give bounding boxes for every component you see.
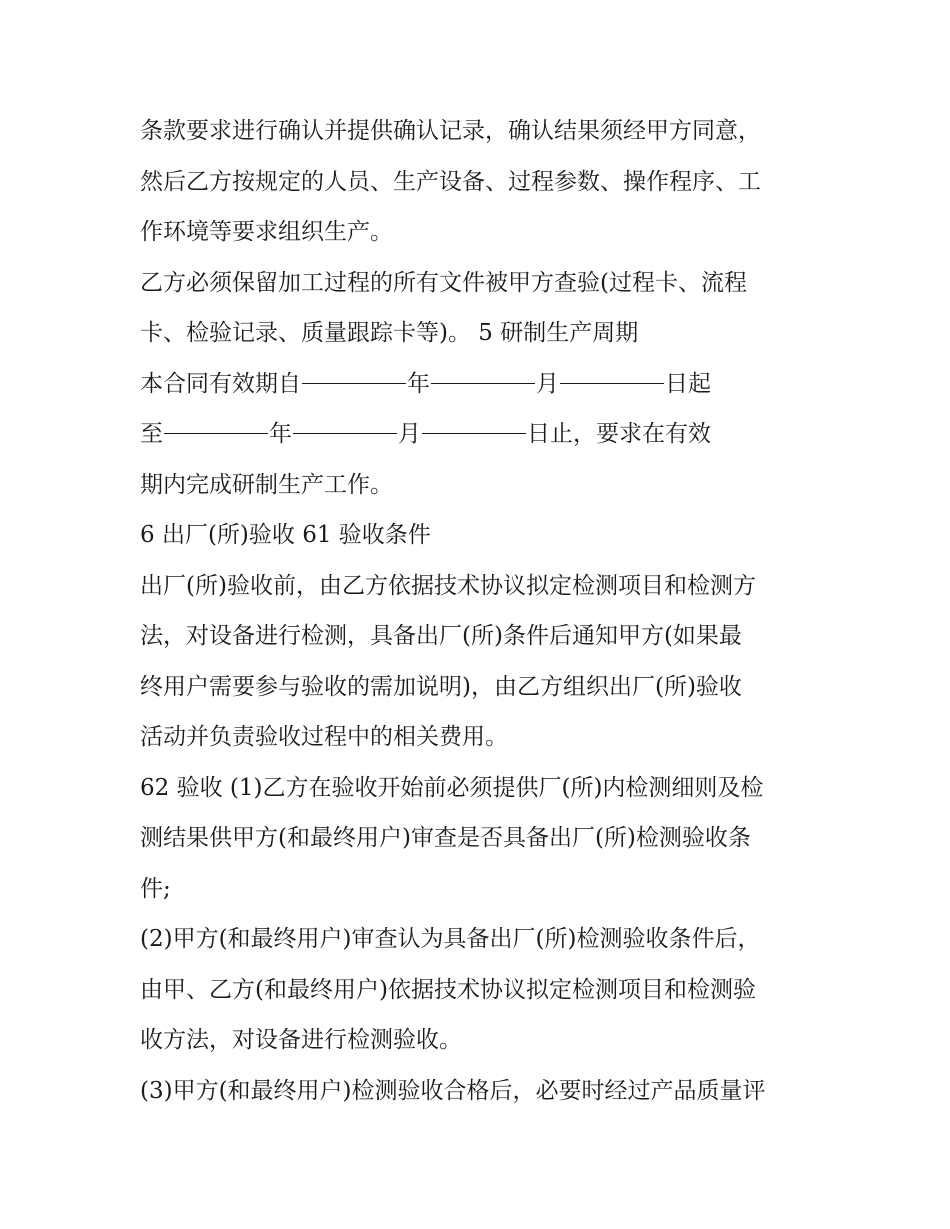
- validity-end-line: [140, 409, 830, 460]
- validity-suffix: 日起: [665, 370, 711, 397]
- text-line: 然后乙方按规定的人员、生产设备、过程参数、操作程序、工: [140, 168, 761, 195]
- section-heading: 6 出厂(所)验收 61 验收条件: [140, 522, 431, 548]
- day-blank: [560, 382, 664, 384]
- text-line: 件;: [140, 875, 171, 902]
- text-line: 法，对设备进行检测，具备出厂(所)条件后通知甲方(如果最: [140, 623, 742, 649]
- month-blank: [431, 382, 535, 384]
- text-line: (3)甲方(和最终用户)检测验收合格后，必要时经过产品质量评: [140, 1077, 766, 1104]
- text-line: 出厂(所)验收前，由乙方依据技术协议拟定检测项目和检测方: [140, 572, 756, 599]
- text-line: 62 验收 (1)乙方在验收开始前必须提供厂(所)内检测细则及检: [140, 774, 764, 801]
- text-line: 由甲、乙方(和最终用户)依据技术协议拟定检测项目和检测验: [140, 976, 756, 1003]
- document-body: [140, 106, 830, 1116]
- validity-suffix: 日止，要求在有效: [527, 421, 711, 447]
- validity-start-line: [140, 359, 830, 410]
- year-label: 年: [269, 421, 292, 447]
- text-line: 收方法，对设备进行检测验收。: [140, 1027, 462, 1053]
- year-blank: [302, 382, 406, 384]
- month-blank: [293, 432, 397, 434]
- text-line: 条款要求进行确认并提供确认记录，确认结果须经甲方同意，: [140, 118, 761, 144]
- month-label: 月: [398, 421, 421, 447]
- year-blank: [164, 432, 268, 434]
- year-label: 年: [407, 370, 430, 397]
- text-line: 终用户需要参与验收的需加说明)，由乙方组织出厂(所)验收: [140, 673, 742, 700]
- validity-prefix: 本合同有效期自: [140, 370, 301, 397]
- text-line: 作环境等要求组织生产。: [140, 219, 393, 245]
- month-label: 月: [536, 370, 559, 397]
- text-line: 乙方必须保留加工过程的所有文件被甲方查验(过程卡、流程: [140, 269, 747, 296]
- day-blank: [422, 432, 526, 434]
- validity-prefix: 至: [140, 421, 163, 447]
- text-line: 测结果供甲方(和最终用户)审查是否具备出厂(所)检测验收条: [140, 825, 751, 851]
- text-line: (2)甲方(和最终用户)审查认为具备出厂(所)检测验收条件后，: [140, 926, 761, 952]
- text-line: 期内完成研制生产工作。: [140, 471, 393, 498]
- text-line: 卡、检验记录、质量跟踪卡等)。 5 研制生产周期: [140, 320, 639, 346]
- text-line: 活动并负责验收过程中的相关费用。: [140, 724, 508, 750]
